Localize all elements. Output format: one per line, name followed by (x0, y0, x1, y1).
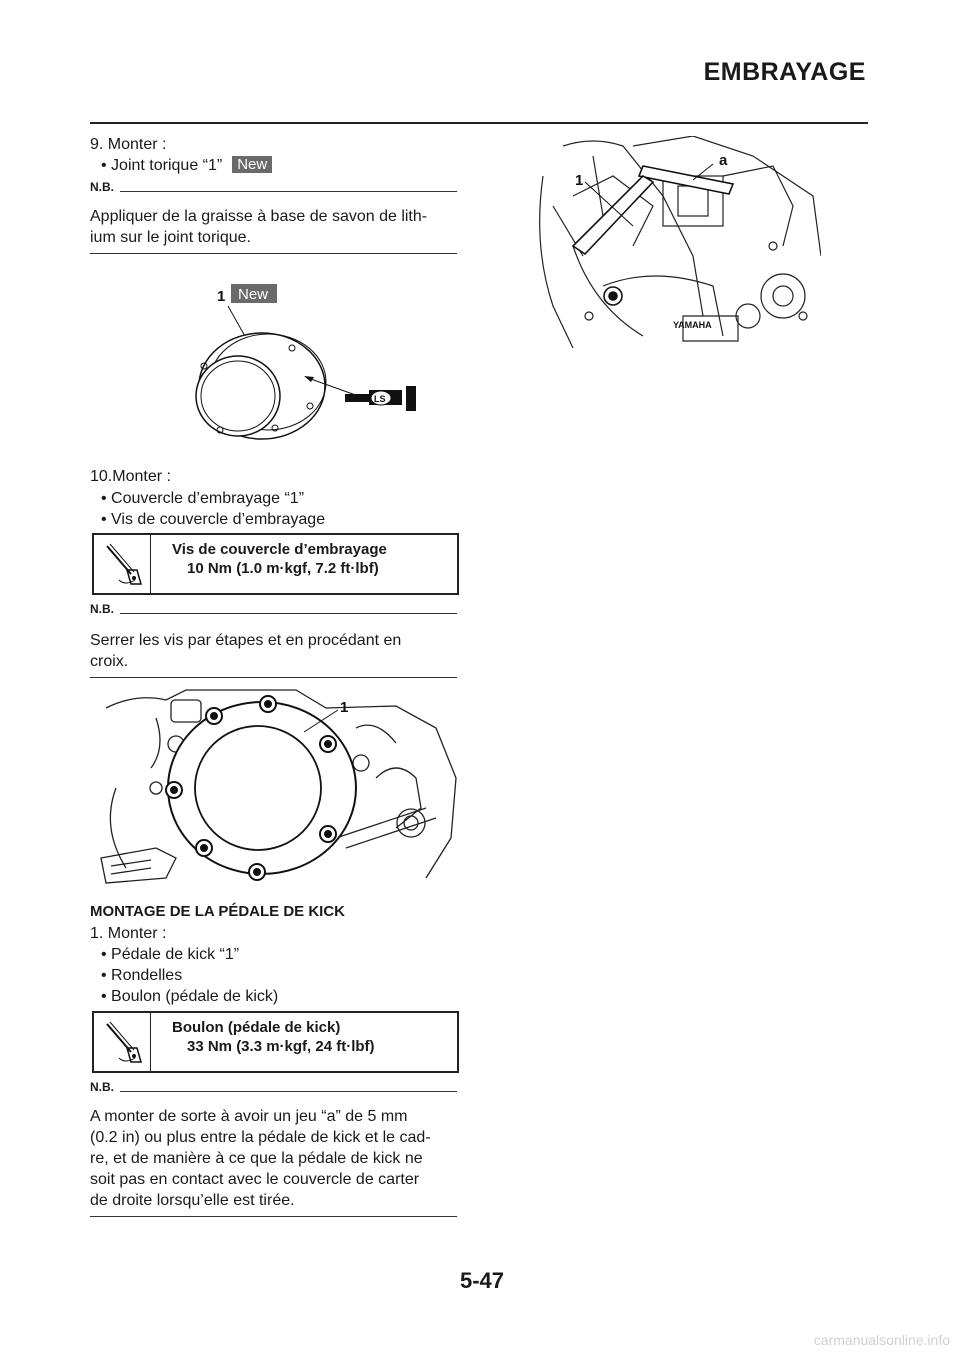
step10-note (90, 630, 462, 672)
step9-item-text: • Joint torique “1” (101, 157, 223, 174)
page-number: 5-47 (460, 1268, 505, 1293)
torque-wrench-icon (94, 1013, 151, 1071)
note-line: (0.2 in) ou plus entre la pédale de kick et le cad- (90, 1129, 431, 1146)
leader-line (228, 306, 246, 338)
header-rule (90, 122, 868, 124)
step10-item: • Vis de couvercle d’embrayage (101, 511, 326, 528)
new-badge: New (238, 286, 269, 303)
note-end-rule (90, 1216, 457, 1217)
note-end-rule (90, 677, 457, 678)
torque-wrench-icon (94, 535, 151, 593)
clutch-cover-oring-figure (180, 278, 430, 440)
grease-gun-icon (345, 386, 416, 411)
step9-item (101, 155, 272, 176)
kick-pedal-clearance-figure (533, 136, 821, 349)
nb-rule (120, 613, 457, 614)
clearance-callout: a (719, 152, 728, 169)
kick-nb-header (90, 1080, 457, 1094)
note-line: Serrer les vis par étapes et en procédant en (90, 632, 402, 649)
step10-nb-header (90, 602, 457, 616)
kick-item: • Pédale de kick “1” (101, 946, 240, 963)
section-title: MONTAGE DE LA PÉDALE DE KICK (90, 903, 346, 920)
torque-part-name: Boulon (pédale de kick) (172, 1019, 341, 1036)
nb-rule (120, 191, 457, 192)
nb-label: N.B. (90, 602, 114, 616)
figure-callout: 1 (340, 699, 349, 716)
new-badge: New (232, 156, 272, 173)
watermark: carmanualsonline.info (813, 1332, 950, 1348)
brand-logo: YAMAHA (673, 320, 712, 330)
figure-callout: 1 (217, 288, 226, 305)
torque-value: 10 Nm (1.0 m·kgf, 7.2 ft·lbf) (187, 560, 379, 577)
clutch-cover-bolts-figure (96, 688, 458, 890)
note-end-rule (90, 253, 457, 254)
page-title: EMBRAYAGE (703, 58, 866, 86)
torque-spec-box (92, 533, 459, 595)
note-line: soit pas en contact avec le couvercle de carter (90, 1171, 420, 1188)
note-line: de droite lorsqu’elle est tirée. (90, 1192, 295, 1209)
step9-note (90, 206, 462, 248)
torque-value: 33 Nm (3.3 m·kgf, 24 ft·lbf) (187, 1038, 375, 1055)
ls-label: LS (374, 394, 386, 404)
clutch-cover-drawing (196, 333, 326, 439)
note-line: A monter de sorte à avoir un jeu “a” de 5 mm (90, 1108, 408, 1125)
kick-item: • Rondelles (101, 967, 183, 984)
kick-note (90, 1106, 462, 1211)
note-line: Appliquer de la graisse à base de savon de lith- (90, 208, 428, 225)
step10-heading: 10.Monter : (90, 468, 171, 485)
torque-spec-text (151, 1013, 375, 1071)
note-line: croix. (90, 653, 129, 670)
torque-part-name: Vis de couvercle d’embrayage (172, 541, 387, 558)
note-line: re, et de manière à ce que la pédale de kick ne (90, 1150, 423, 1167)
step9-nb-header (90, 180, 457, 194)
note-line: ium sur le joint torique. (90, 229, 251, 246)
nb-label: N.B. (90, 1080, 114, 1094)
kick-heading: 1. Monter : (90, 925, 167, 942)
figure-callout: 1 (575, 172, 584, 189)
nb-rule (120, 1091, 457, 1092)
kick-item: • Boulon (pédale de kick) (101, 988, 279, 1005)
step10-item: • Couvercle d’embrayage “1” (101, 490, 305, 507)
torque-spec-text (151, 535, 387, 593)
step9-heading: 9. Monter : (90, 136, 167, 153)
nb-label: N.B. (90, 180, 114, 194)
torque-spec-box (92, 1011, 459, 1073)
